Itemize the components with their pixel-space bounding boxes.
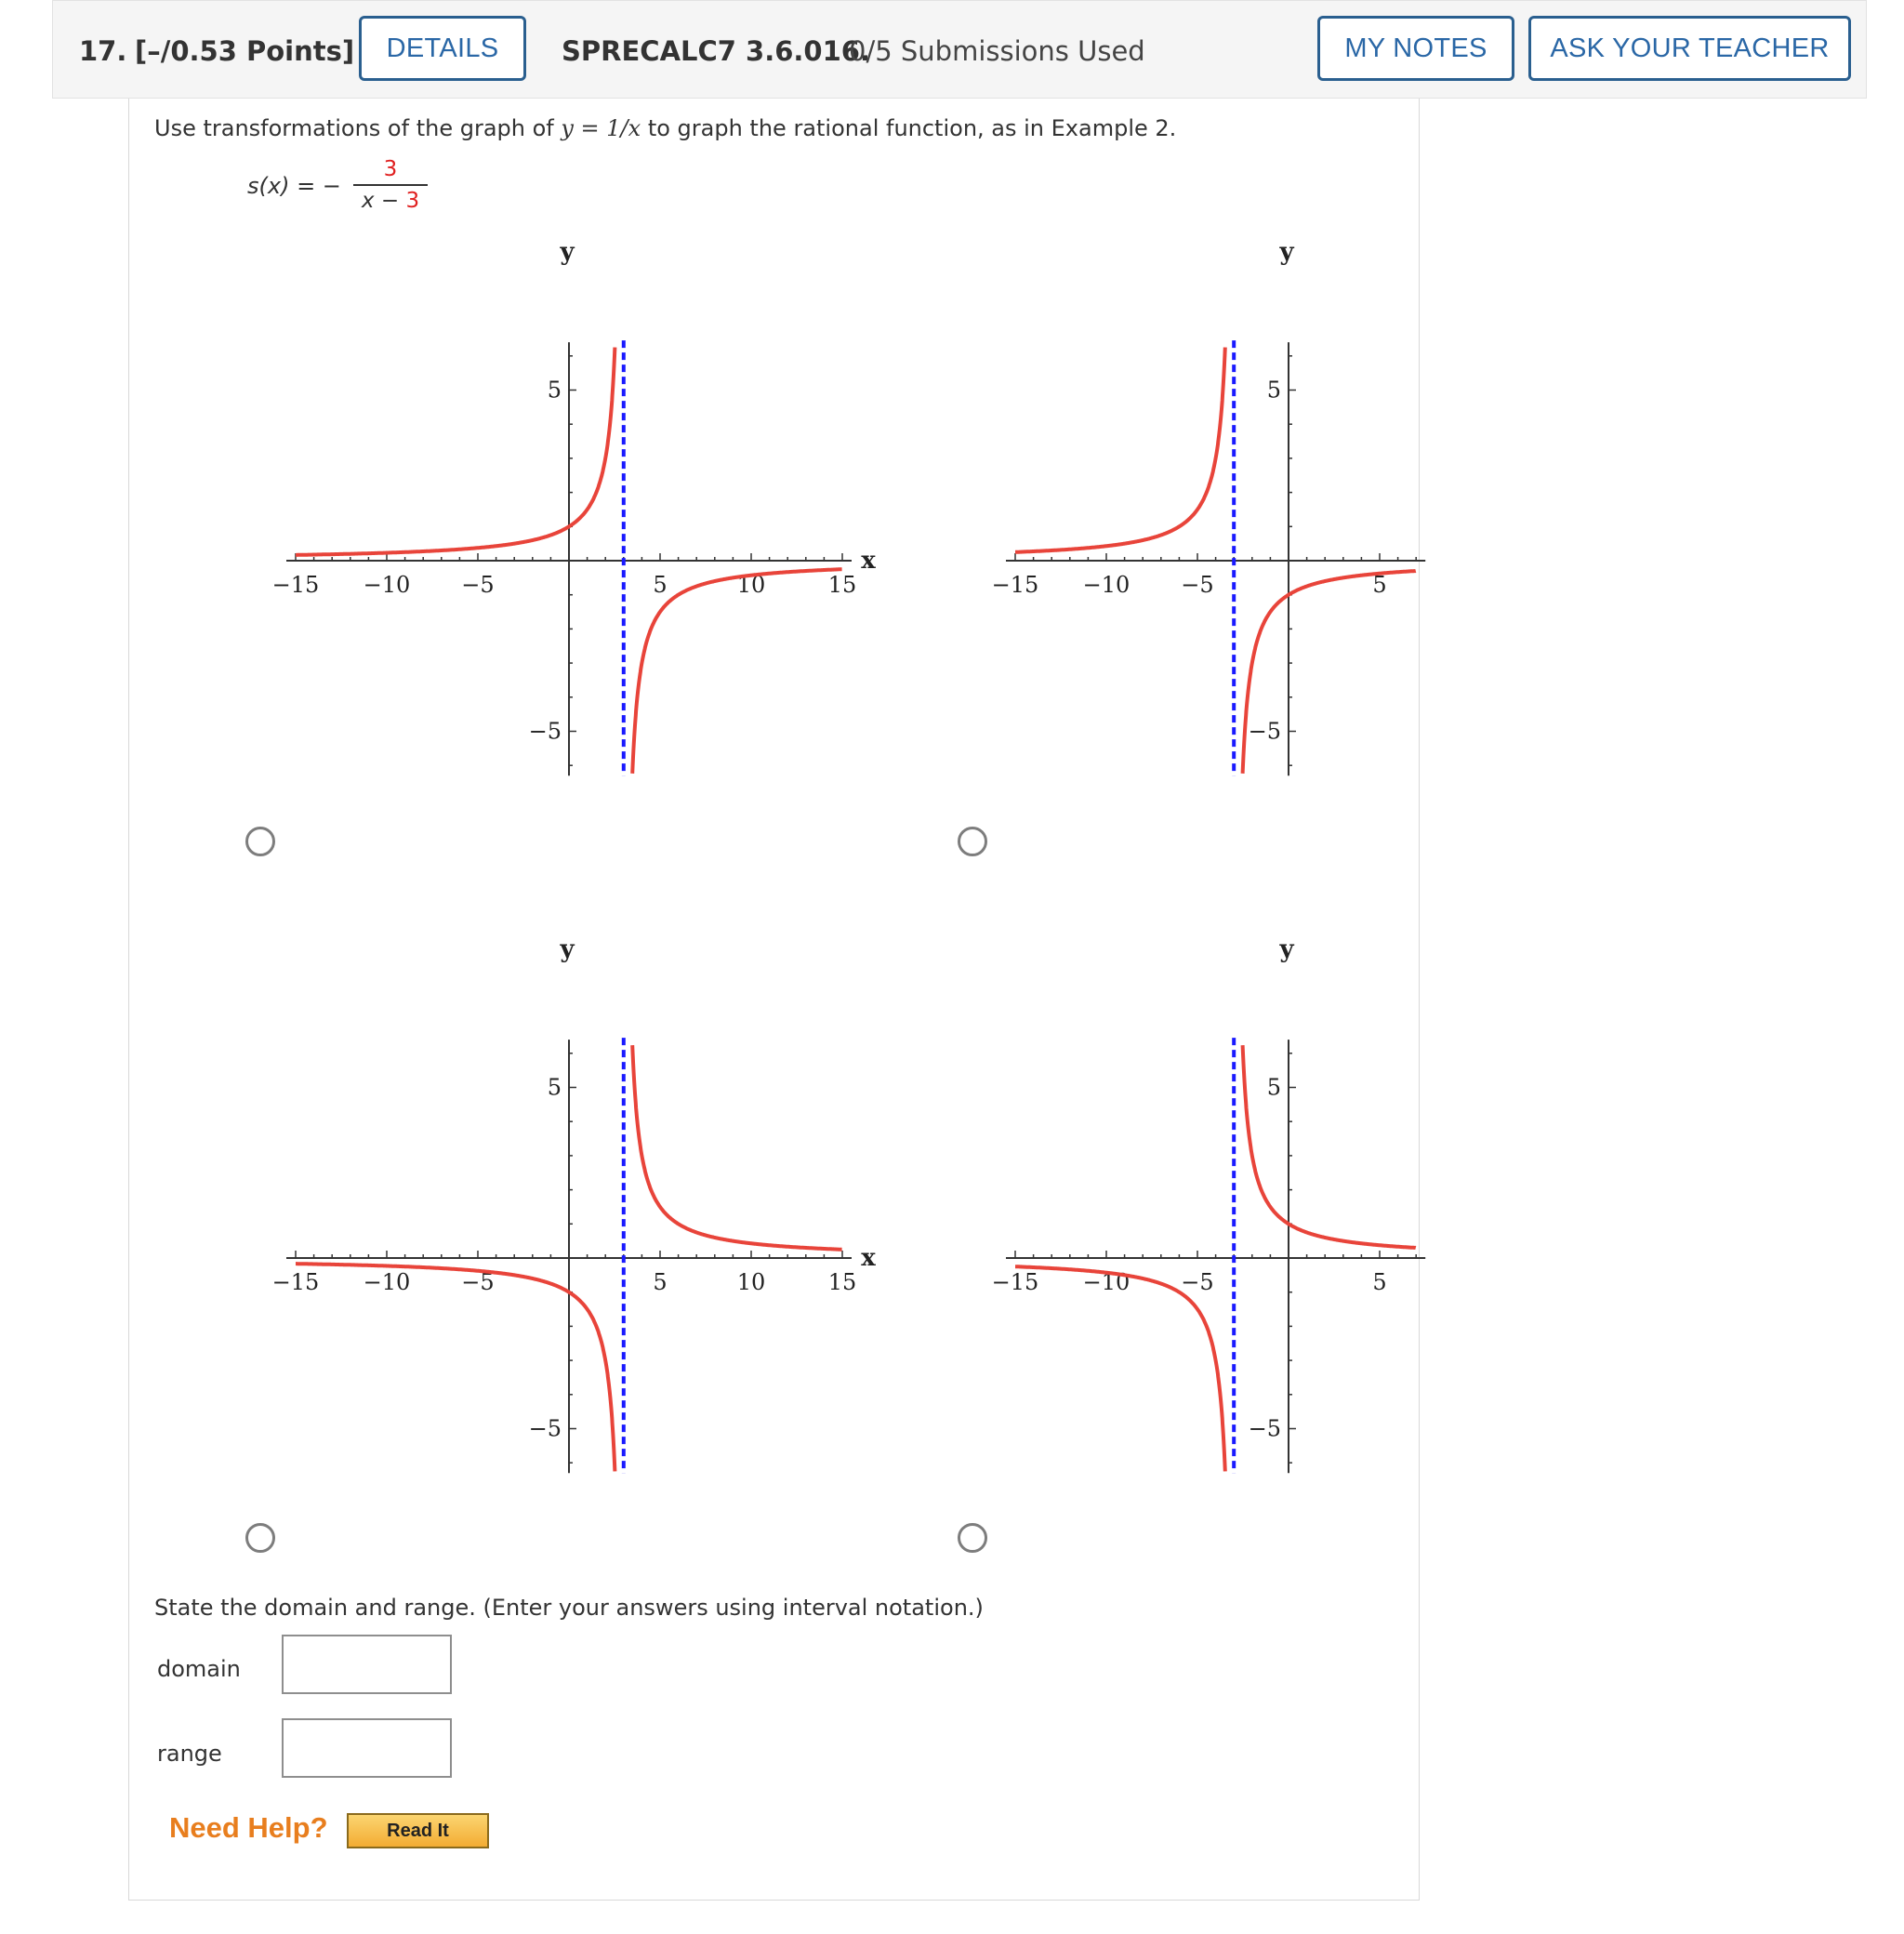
graph-canvas (238, 930, 876, 1618)
x-tick-label: −10 (363, 572, 411, 598)
fraction-numerator: 3 (383, 157, 398, 181)
y-tick-label: 5 (547, 1074, 562, 1101)
fraction-denominator: x − 3 (361, 189, 420, 213)
y-tick-label: 5 (1266, 377, 1281, 404)
graph-canvas (958, 930, 1422, 1618)
x-tick-label: −5 (461, 1269, 495, 1295)
problem-code: SPRECALC7 3.6.016. (562, 35, 870, 67)
graph-canvas (238, 232, 876, 921)
x-tick-label: 15 (827, 572, 857, 598)
graph-option-4-radio[interactable] (958, 1523, 987, 1553)
graph-option-3 (238, 930, 876, 1618)
ask-your-teacher-button[interactable]: ASK YOUR TEACHER (1528, 16, 1851, 81)
x-tick-label: 5 (653, 572, 668, 598)
graph-option-4 (958, 930, 1422, 1618)
curve-left-branch (1015, 1266, 1225, 1471)
y-tick-label: 5 (547, 377, 562, 404)
y-axis-label: y (1279, 238, 1294, 266)
read-it-button[interactable]: Read It (347, 1813, 489, 1848)
y-tick-label: 5 (1266, 1074, 1281, 1101)
need-help-label: Need Help? (169, 1811, 328, 1844)
curve-right-branch (632, 1045, 841, 1250)
x-tick-label: 5 (1372, 572, 1387, 598)
instruction-math: y = 1/x (561, 115, 641, 141)
y-tick-label: −5 (528, 718, 562, 745)
range-label: range (157, 1741, 222, 1767)
x-tick-label: −10 (363, 1269, 411, 1295)
x-tick-label: −5 (1181, 1269, 1214, 1295)
curve-left-branch (1015, 348, 1225, 552)
y-tick-label: −5 (1248, 718, 1281, 745)
graph-option-3-radio[interactable] (245, 1523, 275, 1553)
x-axis-label: x (861, 547, 876, 575)
fraction-bar (353, 184, 428, 186)
my-notes-button[interactable]: MY NOTES (1317, 16, 1514, 81)
x-tick-label: 5 (1372, 1269, 1387, 1295)
y-axis-label: y (560, 935, 575, 963)
graph-option-2 (958, 232, 1422, 921)
question-points: [–/0.53 Points] (135, 35, 355, 67)
graph-option-2-radio[interactable] (958, 827, 987, 856)
question-number: 17. (79, 35, 127, 67)
x-tick-label: 10 (736, 572, 766, 598)
domain-label: domain (157, 1656, 241, 1682)
curve-left-branch (296, 1264, 615, 1471)
x-tick-label: −15 (991, 1269, 1039, 1295)
y-tick-label: −5 (528, 1415, 562, 1442)
curve-right-branch (632, 569, 841, 774)
domain-input[interactable] (282, 1635, 452, 1694)
x-tick-label: 5 (653, 1269, 668, 1295)
x-tick-label: −15 (991, 572, 1039, 598)
x-tick-label: −5 (1181, 572, 1214, 598)
function-fraction (353, 156, 428, 214)
question-instruction: Use transformations of the graph of y = 1/x to graph the rational function, as in Example 2. (154, 115, 1177, 141)
x-tick-label: 10 (736, 1269, 766, 1295)
x-tick-label: −15 (271, 572, 320, 598)
x-tick-label: −10 (1082, 572, 1130, 598)
function-lhs: s(x) = − (247, 173, 341, 199)
y-axis-label: y (560, 238, 575, 266)
x-tick-label: −10 (1082, 1269, 1130, 1295)
x-tick-label: −15 (271, 1269, 320, 1295)
submissions-used: 0/5 Submissions Used (849, 35, 1145, 67)
x-tick-label: 15 (827, 1269, 857, 1295)
y-tick-label: −5 (1248, 1415, 1281, 1442)
y-axis-label: y (1279, 935, 1294, 963)
x-tick-label: −5 (461, 572, 495, 598)
graph-option-1-radio[interactable] (245, 827, 275, 856)
range-input[interactable] (282, 1718, 452, 1778)
graph-option-1 (238, 232, 876, 921)
x-axis-label: x (861, 1244, 876, 1272)
graph-canvas (958, 232, 1422, 921)
curve-left-branch (296, 348, 615, 555)
question-header (52, 0, 1867, 99)
details-button[interactable]: DETAILS (359, 16, 526, 81)
domain-range-prompt: State the domain and range. (Enter your answers using interval notation.) (154, 1595, 984, 1621)
